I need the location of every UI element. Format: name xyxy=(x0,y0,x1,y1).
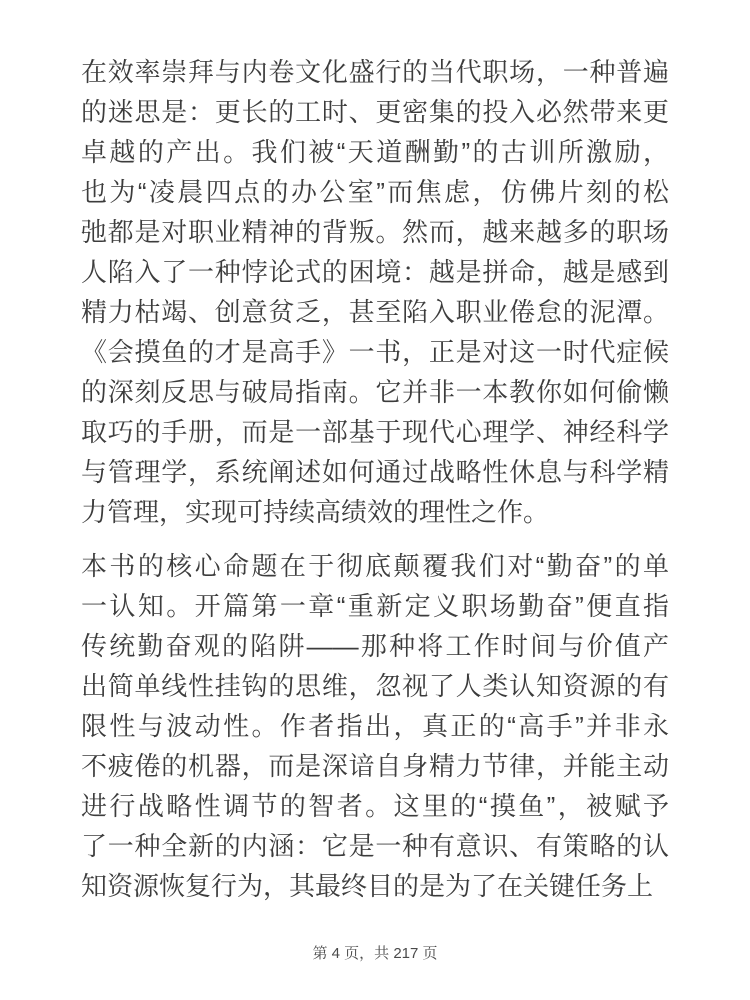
text-line: 限性与波动性。作者指出，真正的“高手”并非永 xyxy=(81,711,669,741)
text-line: 力管理，实现可持续高绩效的理性之作。 xyxy=(81,497,550,527)
text-line: 取巧的手册，而是一部基于现代心理学、神经科学 xyxy=(81,417,669,447)
text-line: 卓越的产出。我们被“天道酬勤”的古训所激励， xyxy=(81,137,669,167)
paragraph-core-thesis xyxy=(81,546,669,906)
page-number-label: 第 4 页，共 217 页 xyxy=(312,945,438,962)
text-line: 了一种全新的内涵：它是一种有意识、有策略的认 xyxy=(81,831,669,861)
text-line: 不疲倦的机器，而是深谙自身精力节律，并能主动 xyxy=(81,751,669,781)
page-footer xyxy=(0,944,750,964)
text-line: 的深刻反思与破局指南。它并非一本教你如何偷懒 xyxy=(81,377,669,407)
text-line: 知资源恢复行为，其最终目的是为了在关键任务上 xyxy=(81,871,654,901)
text-line: 《会摸鱼的才是高手》一书，正是对这一时代症候 xyxy=(81,337,669,367)
paragraph-intro xyxy=(81,52,669,532)
text-line: 精力枯竭、创意贫乏，甚至陷入职业倦怠的泥潭。 xyxy=(81,297,669,327)
text-line: 在效率崇拜与内卷文化盛行的当代职场，一种普遍 xyxy=(81,57,669,87)
text-line: 一认知。开篇第一章“重新定义职场勤奋”便直指 xyxy=(81,591,669,621)
text-line: 出简单线性挂钩的思维，忽视了人类认知资源的有 xyxy=(81,671,669,701)
text-line: 传统勤奋观的陷阱——那种将工作时间与价值产 xyxy=(81,631,669,661)
text-line: 的迷思是：更长的工时、更密集的投入必然带来更 xyxy=(81,97,669,127)
text-line: 与管理学，系统阐述如何通过战略性休息与科学精 xyxy=(81,457,669,487)
text-line: 也为“凌晨四点的办公室”而焦虑，仿佛片刻的松 xyxy=(81,177,669,207)
text-line: 弛都是对职业精神的背叛。然而，越来越多的职场 xyxy=(81,217,669,247)
text-line: 人陷入了一种悖论式的困境：越是拼命，越是感到 xyxy=(81,257,669,287)
text-line: 进行战略性调节的智者。这里的“摸鱼”，被赋予 xyxy=(81,791,669,821)
text-content xyxy=(81,52,669,906)
text-line: 本书的核心命题在于彻底颠覆我们对“勤奋”的单 xyxy=(81,551,669,581)
